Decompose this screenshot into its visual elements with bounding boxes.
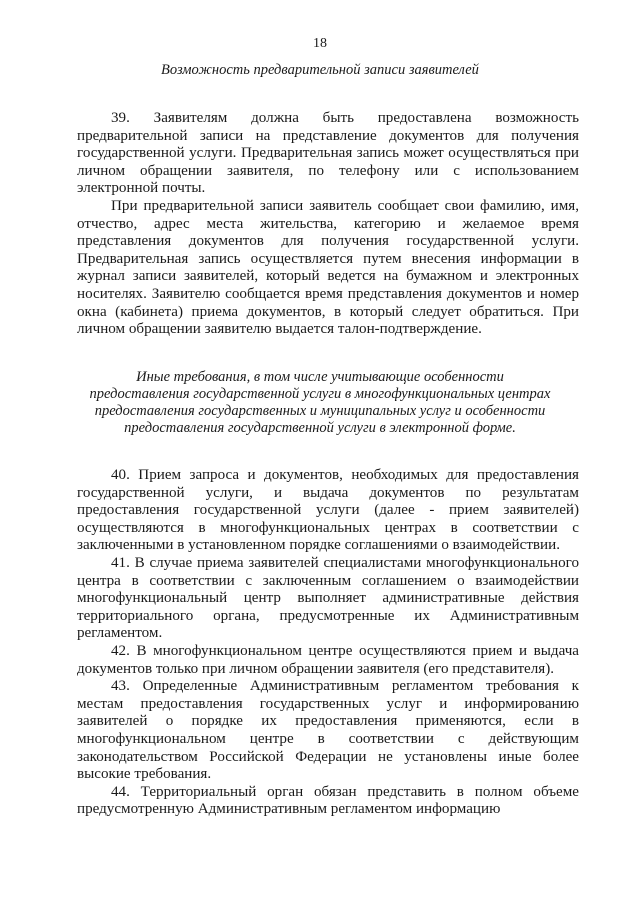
page-number: 18 xyxy=(313,36,327,51)
paragraph-40: 40. Прием запроса и документов, необходимых для предоставления государственной услуги, и выдача документов по результатам предоставления государственной услуги (далее - прием заявителей) осуществляются в многофункциональных центрах в соответствии с заключенными в установленном порядке соглашениями о взаимодействии. xyxy=(77,467,579,554)
paragraph-43: 43. Определенные Административным регламентом требования к местам предоставления государственных услуг и информированию заявителей о порядке их предоставления применяются, если в многофункциональном центре в соответствии с действующим законодательством Российской Федерации не установлены иные более высокие требования. xyxy=(77,678,579,783)
heading-line: Иные требования, в том числе учитывающие особенности xyxy=(136,369,504,385)
paragraph-44: 44. Территориальный орган обязан представить в полном объеме предусмотренную Административным регламентом информацию xyxy=(77,783,579,818)
heading-line: предоставления государственных и муниципальных услуг и особенности xyxy=(94,403,546,419)
paragraph-41: 41. В случае приема заявителей специалистами многофункционального центра в соответствии с заключенным соглашением о взаимодействии многофункциональный центр выполняет административные действия территориального органа, предусмотренные их Административным регламентом. xyxy=(77,554,579,642)
heading-line: предоставления государственной услуги в многофункциональных центрах xyxy=(89,386,551,402)
paragraph-39-continued: При предварительной записи заявитель сообщает свои фамилию, имя, отчество, адрес места жительства, категорию и желаемое время представления документов для получения государственной услуги. Предварительная запись осуществляется путем внесения информации в журнал записи заявителей, который ведется на бумажном и электронных носителях. Заявителю сообщается время представления документов и номер окна (кабинета) приема документов, в который следует обратиться. При личном обращении заявителю выдается талон-подтверждение. xyxy=(77,197,579,338)
section-preliminary-registration xyxy=(77,110,579,339)
section-heading-preliminary-registration: Возможность предварительной записи заявителей xyxy=(161,62,479,78)
section-heading-other-requirements xyxy=(60,369,580,437)
section-other-requirements xyxy=(77,467,579,819)
paragraph-42: 42. В многофункциональном центре осуществляются прием и выдача документов только при личном обращении заявителя (его представителя). xyxy=(77,642,579,677)
paragraph-39: 39. Заявителям должна быть предоставлена возможность предварительной записи на представление документов для получения государственной услуги. Предварительная запись может осуществляться при личном обращении заявителя, по телефону или с использованием электронной почты. xyxy=(77,110,579,197)
heading-line: предоставления государственной услуги в электронной форме. xyxy=(124,420,516,436)
